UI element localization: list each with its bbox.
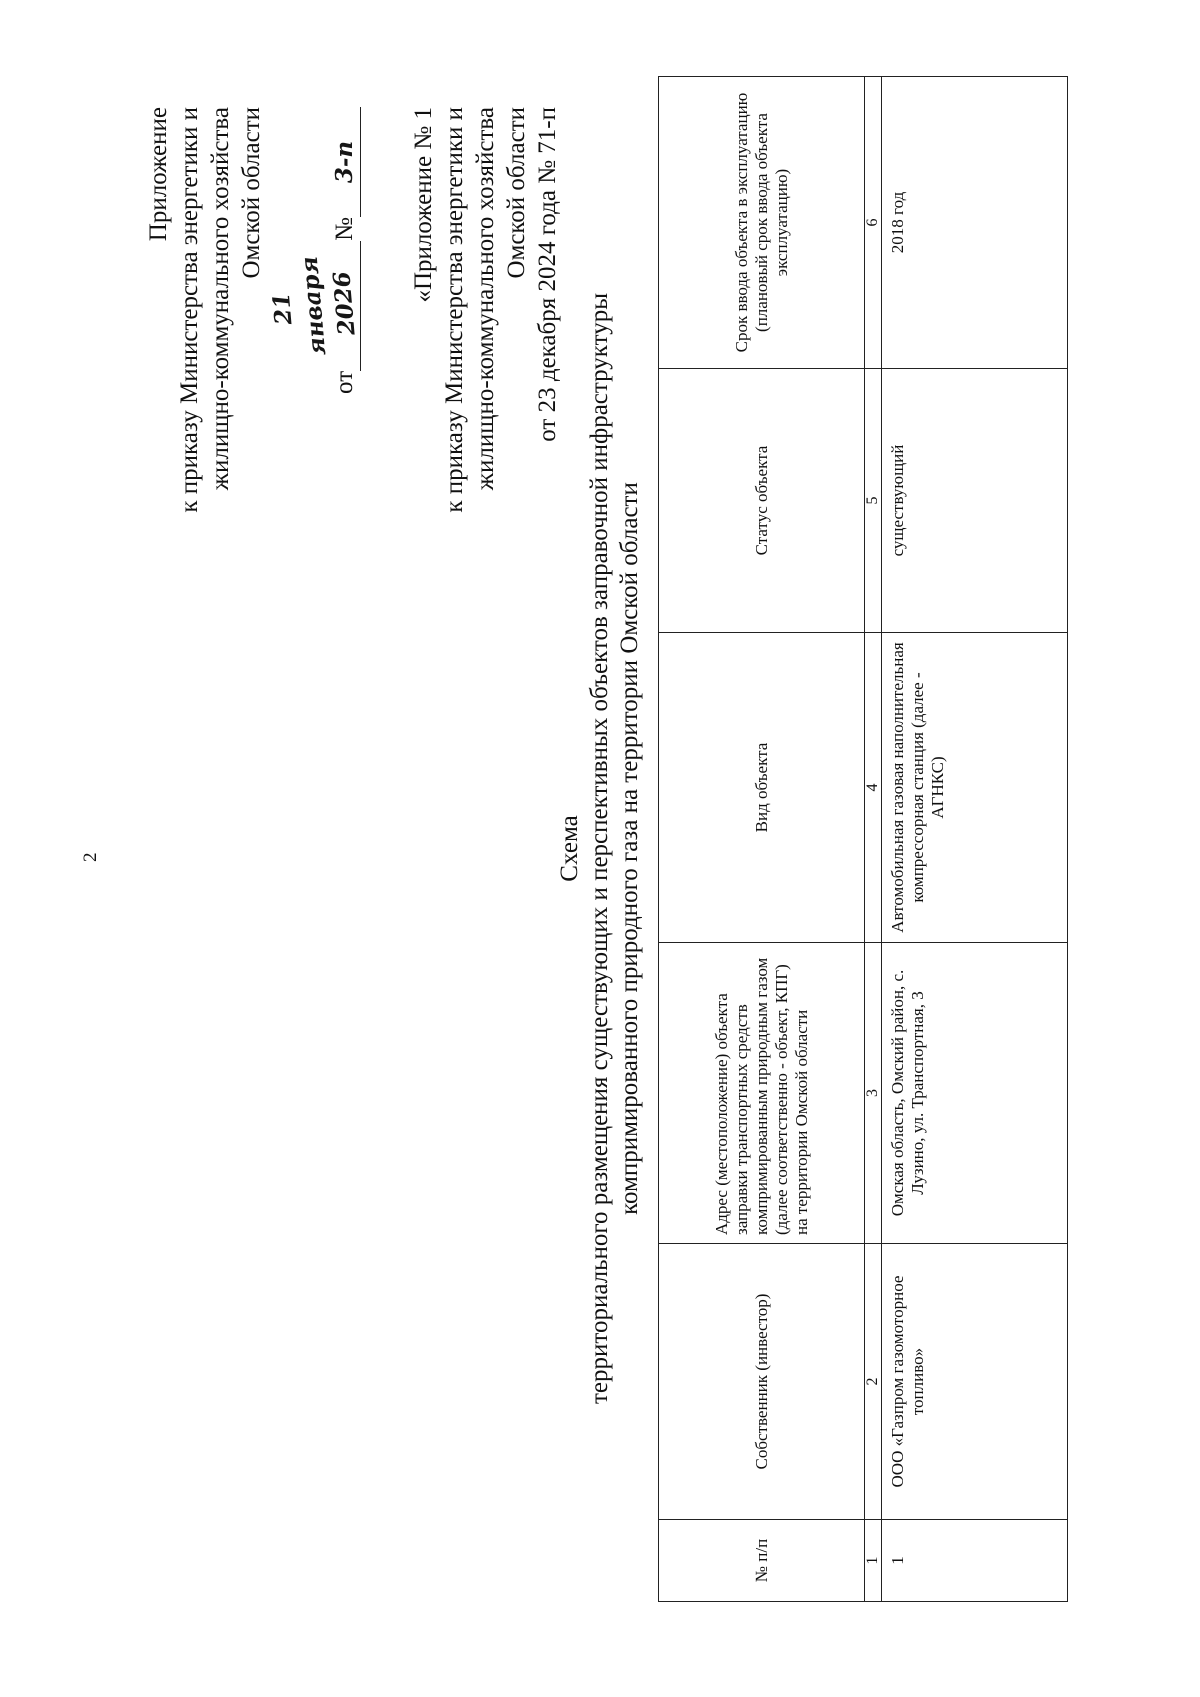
- column-header: № п/п: [659, 1520, 865, 1602]
- approval-date-line: [267, 107, 361, 1007]
- prev-approval-line: от 23 декабря 2024 года № 71-п: [534, 107, 561, 442]
- prev-approval-line: к приказу Министерства энергетики и: [441, 107, 468, 513]
- cell-term: 2018 год: [882, 77, 1068, 369]
- column-number: 4: [865, 633, 882, 943]
- approval-line: Омской области: [238, 107, 265, 279]
- document-title: [555, 0, 645, 1697]
- cell-owner: ООО «Газпром газомоторное топливо»: [882, 1244, 1068, 1520]
- number-prefix: №: [331, 217, 358, 241]
- approval-title: Приложение: [145, 107, 172, 242]
- scheme-table: [658, 76, 1068, 1602]
- column-number: 1: [865, 1520, 882, 1602]
- document-title-line: компримированного природного газа на территории Омской области: [616, 482, 643, 1215]
- column-number: 5: [865, 369, 882, 633]
- document-title-line: территориального размещения существующих и перспективных объектов заправочной инфраструктуры: [586, 292, 613, 1405]
- table-row: [882, 77, 1068, 1602]
- approval-line: к приказу Министерства энергетики и: [176, 107, 203, 513]
- column-number: 6: [865, 77, 882, 369]
- column-header: Срок ввода объекта в эксплуатацию (плановый срок ввода объекта эксплуатацию): [659, 77, 865, 369]
- column-number: 3: [865, 943, 882, 1244]
- cell-status: существующий: [882, 369, 1068, 633]
- approval-line: жилищно-коммунального хозяйства: [207, 107, 234, 491]
- cell-num: 1: [882, 1520, 1068, 1602]
- page-number: 2: [80, 852, 101, 862]
- order-number-handwritten: 3-п: [331, 140, 358, 184]
- cell-address: Омская область, Омский район, с. Лузино, ул. Транспортная, 3: [882, 943, 1068, 1244]
- column-numbers-row: [865, 77, 882, 1602]
- prev-approval-line: Омской области: [503, 107, 530, 279]
- column-header: Статус объекта: [659, 369, 865, 633]
- previous-approval-block: [408, 107, 563, 1007]
- approval-block: [143, 107, 361, 1007]
- prev-approval-line: жилищно-коммунального хозяйства: [472, 107, 499, 491]
- prev-approval-title: «Приложение № 1: [410, 107, 437, 303]
- cell-type: Автомобильная газовая наполнительная компрессорная станция (далее - АГНКС): [882, 633, 1068, 943]
- column-header: Адрес (местоположение) объекта заправки транспортных средств компримированным природным газом (далее соответственно - объект, КПГ) на территории Омской области: [659, 943, 865, 1244]
- column-header: Собственник (инвестор): [659, 1244, 865, 1520]
- document-heading: Схема: [556, 815, 583, 882]
- date-prefix: от: [331, 370, 358, 394]
- column-header: Вид объекта: [659, 633, 865, 943]
- order-date-handwritten: 21 января 2026: [267, 255, 361, 357]
- table-header-row: [659, 77, 865, 1602]
- column-number: 2: [865, 1244, 882, 1520]
